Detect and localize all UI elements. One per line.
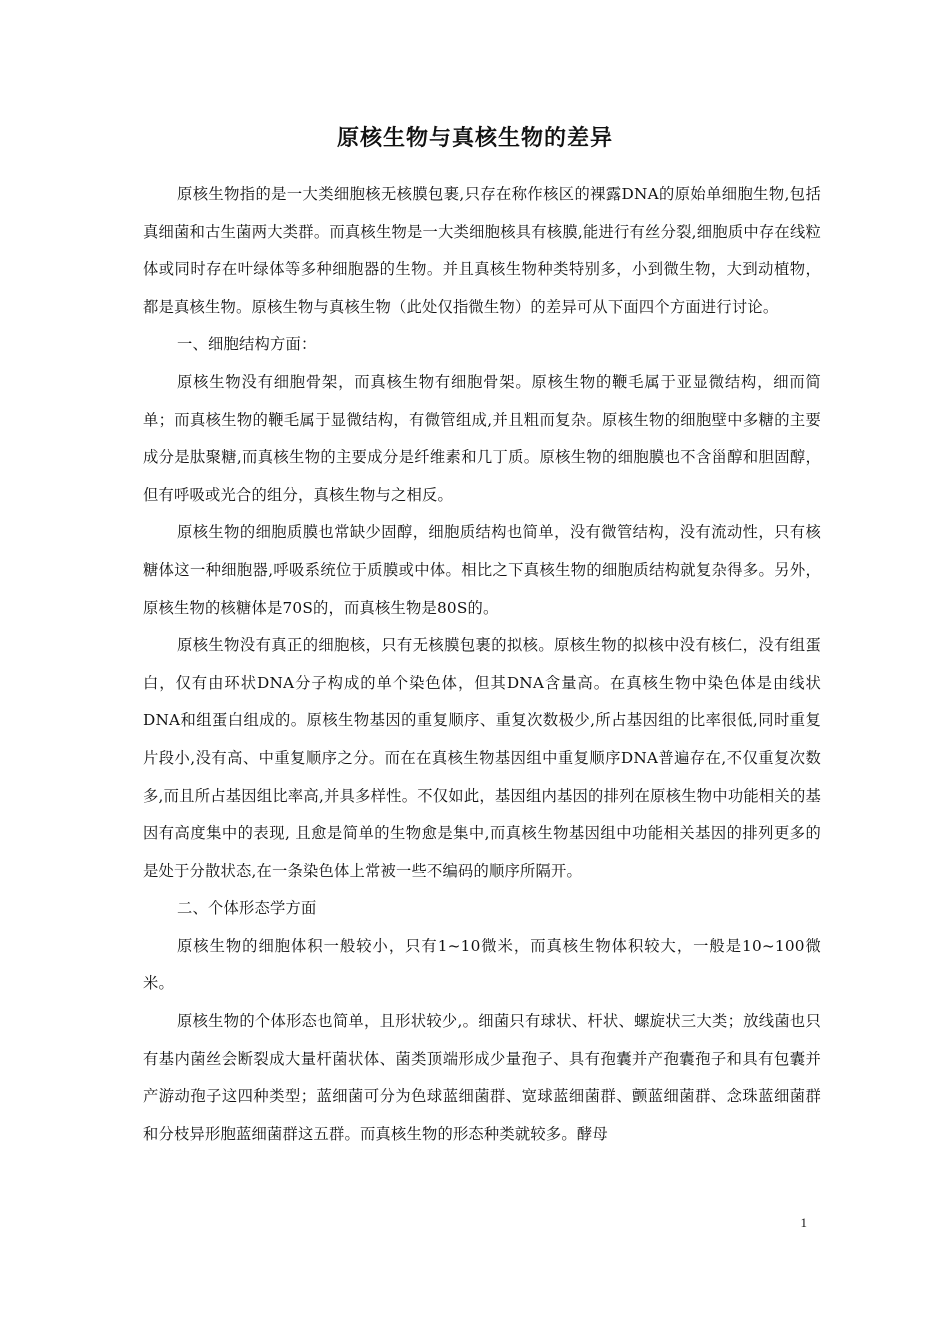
paragraph-intro: 原核生物指的是一大类细胞核无核膜包裹,只存在称作核区的裸露DNA的原始单细胞生物,包括真细菌和古生菌两大类群。而真核生物是一大类细胞核具有核膜,能进行有丝分裂,细胞质中存在线粒体或同时存在叶绿体等多种细胞器的生物。并且真核生物种类特别多，小到微生物，大到动植物，都是真核生物。原核生物与真核生物（此处仅指微生物）的差异可从下面四个方面进行讨论。 <box>143 185 821 316</box>
paragraph-shapes: 原核生物的个体形态也简单，且形状较少,。细菌只有球状、杆状、螺旋状三大类；放线菌也只有基内菌丝会断裂成大量杆菌状体、菌类顶端形成少量孢子、具有孢囊并产孢囊孢子和具有包囊并产游动孢子这四种类型；蓝细菌可分为色球蓝细菌群、宽球蓝细菌群、颤蓝细菌群、念珠蓝细菌群和分枝异形胞蓝细菌群这五群。而真核生物的形态种类就较多。酵母 <box>143 1012 821 1143</box>
page-number: 1 <box>800 1215 807 1230</box>
paragraph-nucleus: 原核生物没有真正的细胞核，只有无核膜包裹的拟核。原核生物的拟核中没有核仁，没有组蛋白，仅有由环状DNA分子构成的单个染色体，但其DNA含量高。在真核生物中染色体是由线状DNA和组蛋白组成的。原核生物基因的重复顺序、重复次数极少,所占基因组的比率很低,同时重复片段小,没有高、中重复顺序之分。而在在真核生物基因组中重复顺序DNA普遍存在,不仅重复次数多,而且所占基因组比率高,并具多样性。不仅如此，基因组内基因的排列在原核生物中功能相关的基因有高度集中的表现, 且愈是简单的生物愈是集中,而真核生物基因组中功能相关基因的排列更多的是处于分散状态,在一条染色体上常被一些不编码的顺序所隔开。 <box>143 636 821 880</box>
document-body <box>143 176 821 1153</box>
section-heading-morphology: 二、个体形态学方面 <box>177 899 317 918</box>
paragraph-cell-size: 原核生物的细胞体积一般较小，只有1~10微米，而真核生物体积较大，一般是10~100微米。 <box>143 936 821 993</box>
section-heading-cell-structure: 一、细胞结构方面： <box>177 335 317 354</box>
paragraph-cytoskeleton: 原核生物没有细胞骨架，而真核生物有细胞骨架。原核生物的鞭毛属于亚显微结构，细而简单；而真核生物的鞭毛属于显微结构，有微管组成,并且粗而复杂。原核生物的细胞壁中多糖的主要成分是肽聚糖,而真核生物的主要成分是纤维素和几丁质。原核生物的细胞膜也不含甾醇和胆固醇，但有呼吸或光合的组分，真核生物与之相反。 <box>143 372 821 504</box>
paragraph-cytoplasm: 原核生物的细胞质膜也常缺少固醇，细胞质结构也简单，没有微管结构，没有流动性，只有核糖体这一种细胞器,呼吸系统位于质膜或中体。相比之下真核生物的细胞质结构就复杂得多。另外，原核生物的核糖体是70S的，而真核生物是80S的。 <box>143 523 821 617</box>
document-title: 原核生物与真核生物的差异 <box>336 125 613 151</box>
